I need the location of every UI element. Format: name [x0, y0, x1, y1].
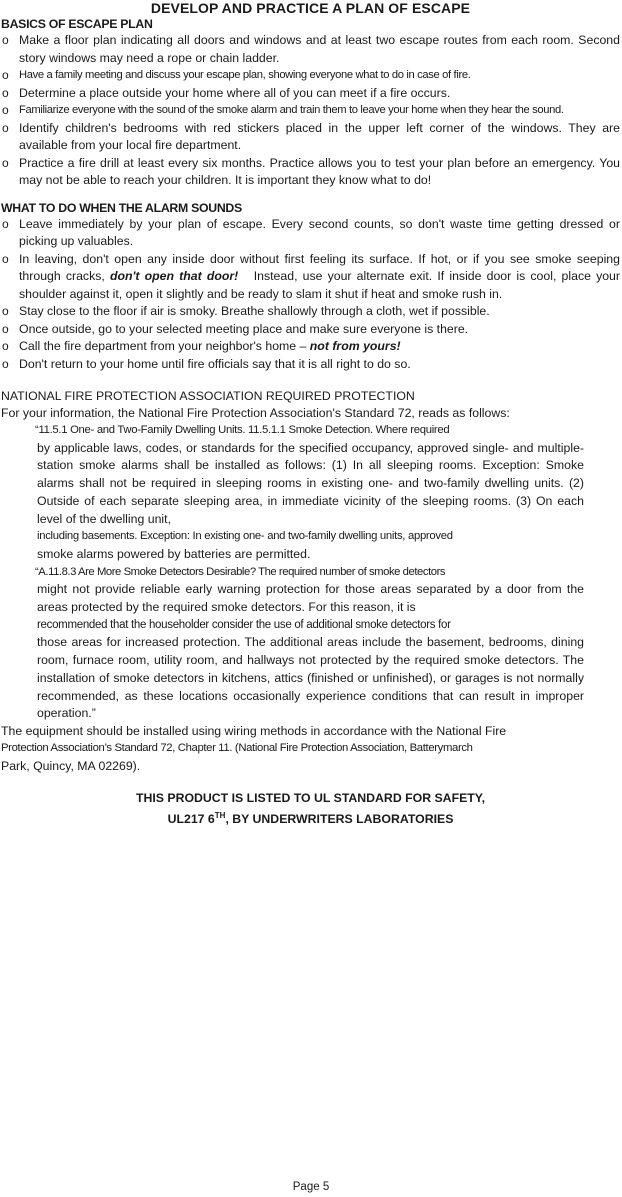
- bullet-marker: o: [2, 356, 9, 371]
- nfpa-quote-2: “A.11.8.3 Are More Smoke Detectors Desirable? The required number of smoke detectors might not provide reliable early warning protection for those areas separated by a door from the areas protected by the required smoke detectors. For this reason, it is recommended that the householder consider the use of additional smoke detectors for those areas for increased protection. The additional areas include the basement, bedrooms, dining room, furnace room, utility room, and hallways not protected by the required smoke detectors. The installation of smoke detectors in kitchens, attics (finished or unfinished), or garages is not normally recommended, as these locations occasionally experience conditions that can result in improper operation.”: [35, 565, 584, 721]
- nfpa-section: [1, 388, 620, 422]
- list-item: o Don't return to your home until fire officials say that it is all right to do so.: [1, 356, 620, 374]
- list-item: o Practice a fire drill at least every six months. Practice allows you to test your plan before an emergency. You may not be able to reach your children. It is important they know what to do!: [2, 155, 620, 187]
- warning-emphasis: not from yours!: [309, 339, 401, 353]
- alarm-heading: WHAT TO DO WHEN THE ALARM SOUNDS: [1, 200, 242, 215]
- warning-emphasis: don't open that door!: [109, 269, 239, 283]
- bullet-marker: o: [2, 68, 9, 82]
- nfpa-intro: For your information, the National Fire Protection Association's Standard 72, reads as follows:: [1, 406, 510, 420]
- list-item: o Leave immediately by your plan of escape. Every second counts, so don't waste time getting dressed or picking up valuables.: [2, 216, 620, 248]
- list-item: o Familiarize everyone with the sound of the smoke alarm and train them to leave your home when they hear the sound.: [1, 102, 620, 120]
- page-title: DEVELOP AND PRACTICE A PLAN OF ESCAPE: [150, 0, 471, 16]
- nfpa-heading: NATIONAL FIRE PROTECTION ASSOCIATION REQUIRED PROTECTION: [1, 389, 415, 403]
- list-item: o Determine a place outside your home where all of you can meet if a fire occurs.: [1, 85, 620, 103]
- list-item: o Have a family meeting and discuss your escape plan, showing everyone what to do in case of fire.: [1, 67, 620, 85]
- basics-heading: BASICS OF ESCAPE PLAN: [1, 17, 153, 31]
- ul-listing-notice: THIS PRODUCT IS LISTED TO UL STANDARD FOR SAFETY, UL217 6TH, BY UNDERWRITERS LABORATORIES: [135, 791, 486, 827]
- bullet-marker: o: [2, 339, 9, 353]
- list-item: o Make a floor plan indicating all doors and windows and at least two escape routes from each room. Second story windows may need a rope or chain ladder.: [2, 33, 620, 65]
- bullet-marker: o: [2, 120, 9, 135]
- equipment-note: The equipment should be installed using wiring methods in accordance with the National Fire Protection Association’s Standard 72, Chapter 11. (National Fire Protection Association, Batterymarch Park, Quincy, MA 02269).: [1, 723, 507, 773]
- bullet-marker: o: [2, 216, 9, 231]
- bullet-marker: o: [2, 155, 9, 170]
- bullet-marker: o: [2, 321, 9, 336]
- alarm-list: [1, 216, 620, 374]
- list-item: o Once outside, go to your selected meeting place and make sure everyone is there.: [1, 321, 620, 339]
- list-item: o In leaving, don't open any inside door without first feeling its surface. If hot, or if you see smoke seeping through cracks, don't open that door! Instead, use your alternate exit. If inside door is cool, place your shoulder against it, open it slightly and be ready to slam it shut if heat and smoke rush in.: [2, 251, 620, 301]
- bullet-marker: o: [2, 33, 9, 47]
- bullet-marker: o: [2, 251, 9, 266]
- list-item: o Identify children's bedrooms with red stickers placed in the upper left corner of the windows. They are available from your local fire department.: [2, 120, 620, 152]
- bullet-marker: o: [2, 304, 9, 318]
- nfpa-quote-1: “11.5.1 One- and Two-Family Dwelling Units. 11.5.1.1 Smoke Detection. Where required by applicable laws, codes, or standards for the specified occupancy, approved single- and multiple-station smoke alarms shall be installed as follows: (1) In all sleeping rooms. Exception: Smoke alarms shall not be required in sleeping rooms in existing one- and two-family dwelling units. (2) Outside of each separate sleeping area, in immediate vicinity of the sleeping rooms. (3) On each level of the dwelling unit, including basements. Exception: In existing one- and two-family dwelling units, approved smoke alarms powered by batteries are permitted.: [35, 424, 584, 561]
- bullet-marker: o: [2, 103, 9, 117]
- page-number: Page 5: [292, 1181, 330, 1193]
- list-item: o Call the fire department from your neighbor's home – not from yours!: [1, 338, 620, 356]
- list-item: o Stay close to the floor if air is smoky. Breathe shallowly through a cloth, wet if possible.: [1, 303, 620, 321]
- bullet-marker: o: [2, 85, 9, 100]
- basics-list: [1, 32, 620, 190]
